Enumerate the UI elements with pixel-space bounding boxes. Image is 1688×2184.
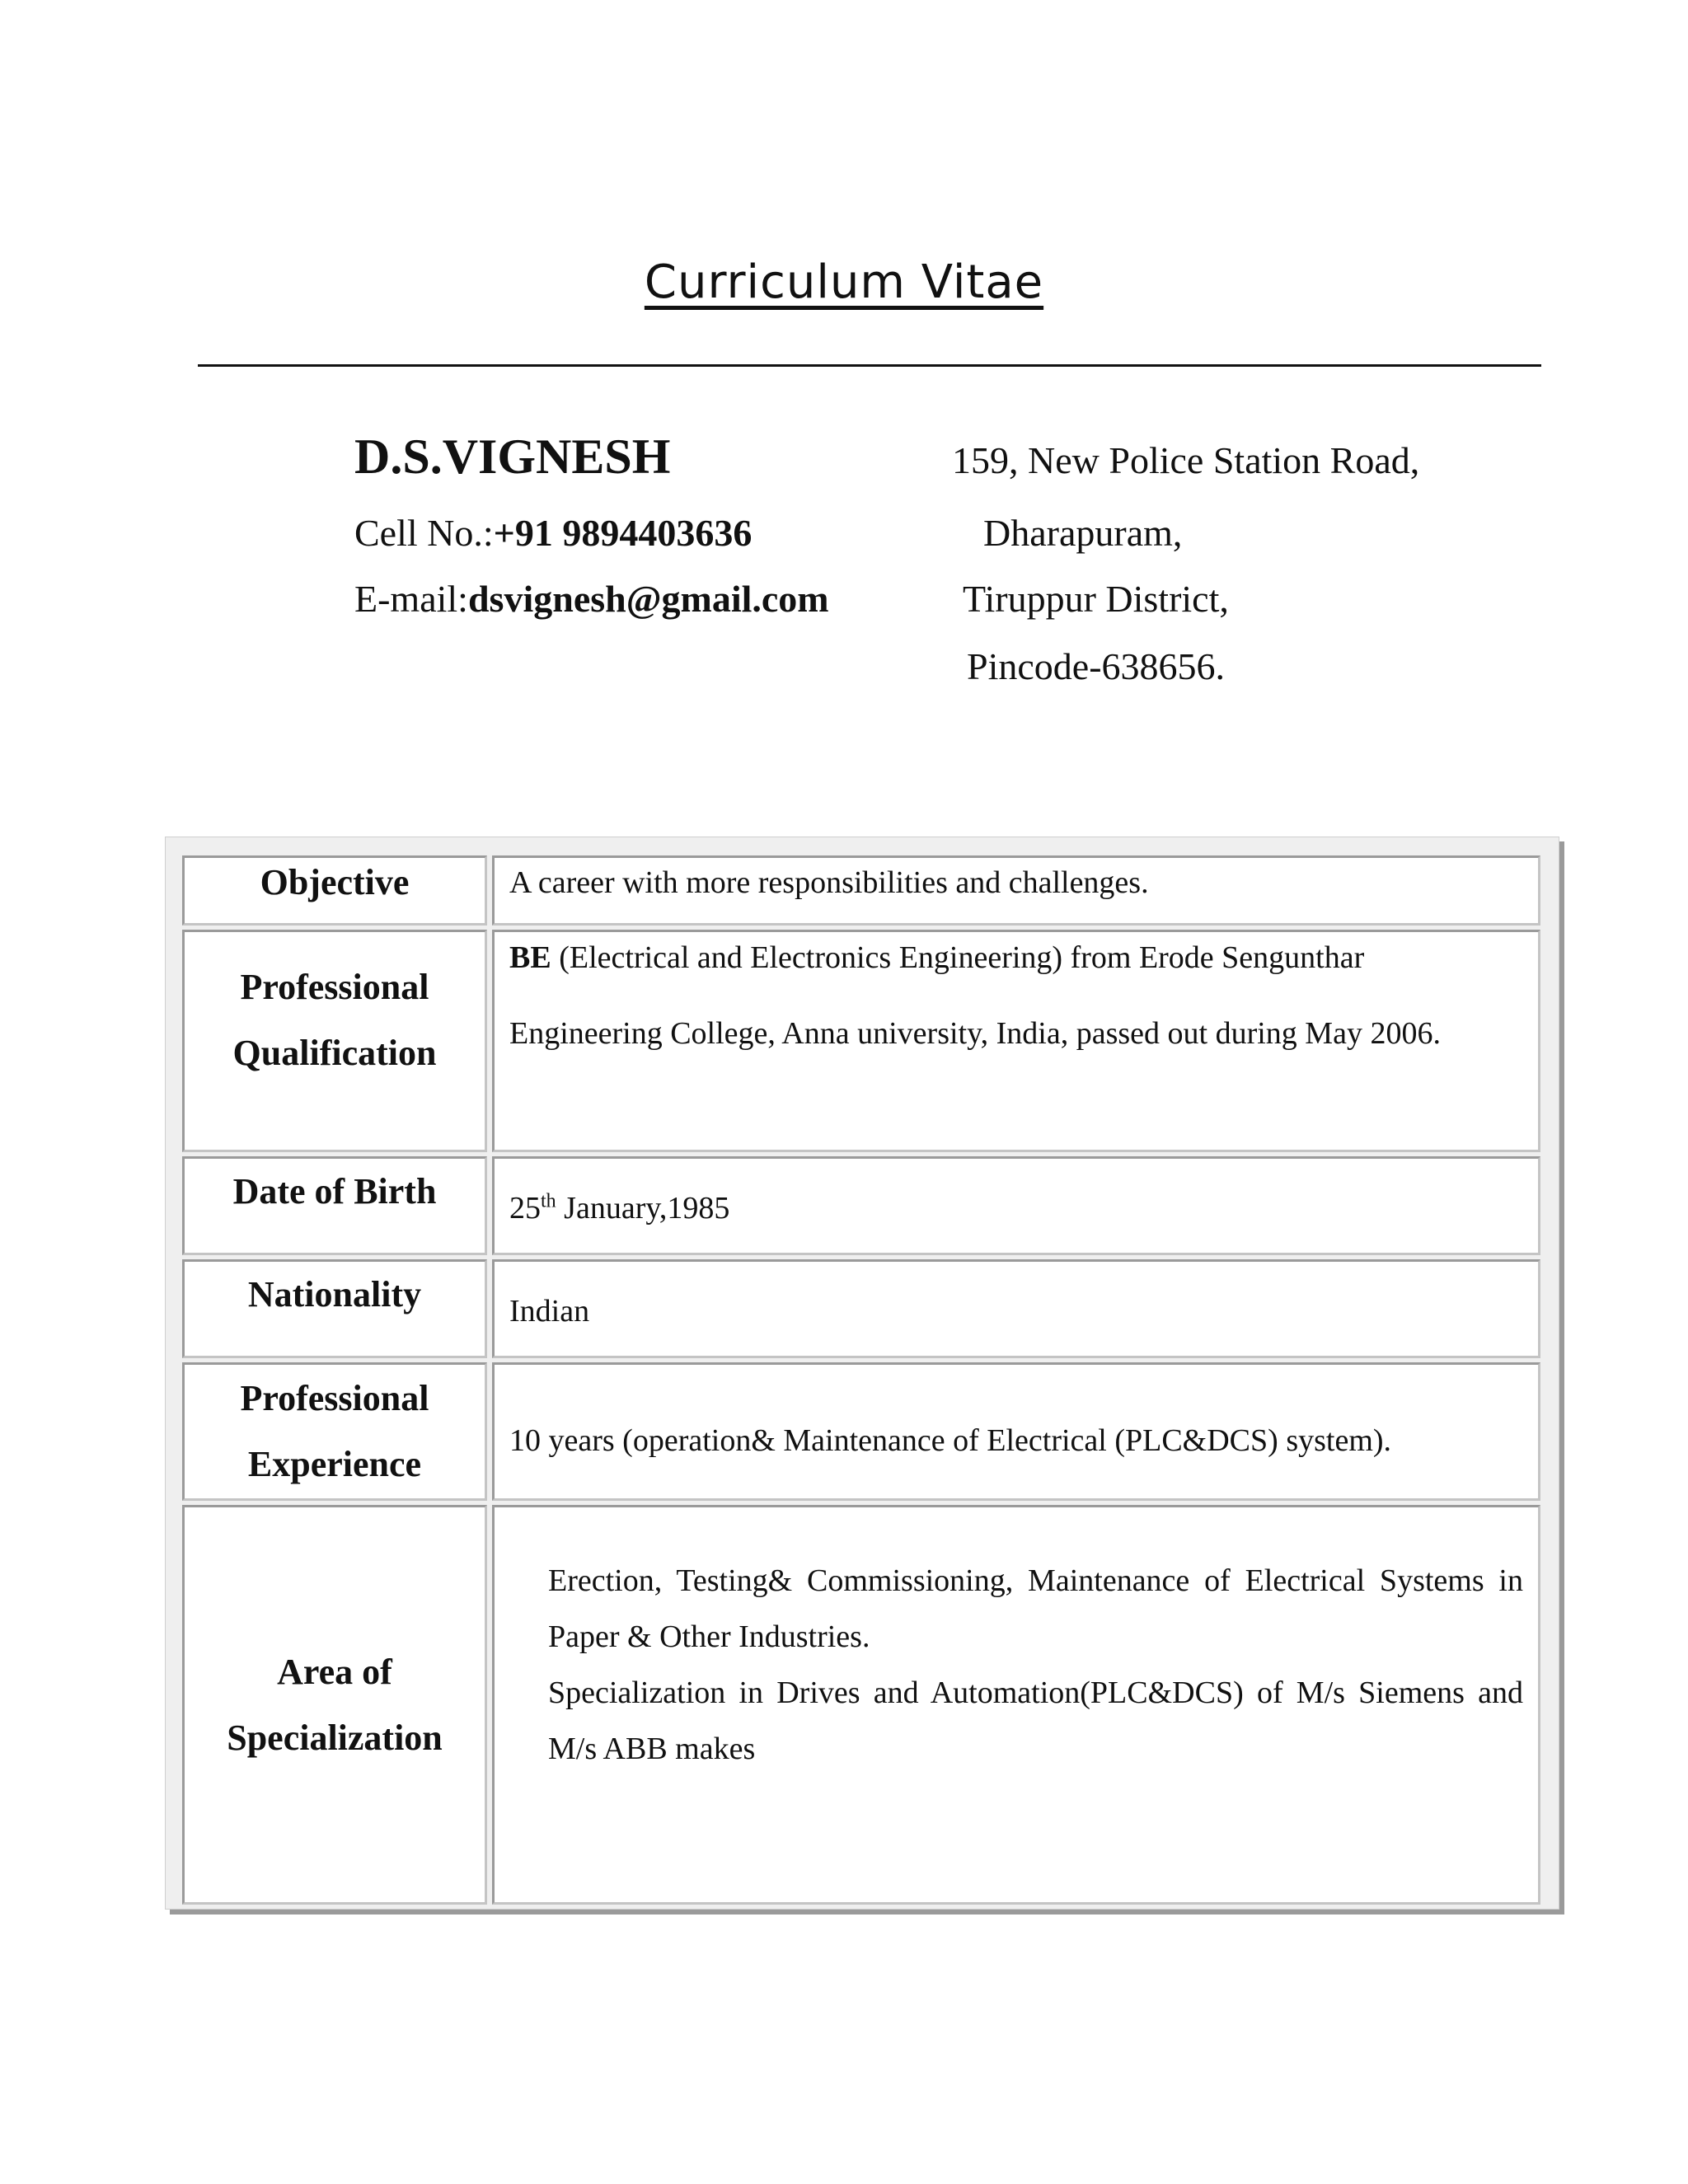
- email: [354, 577, 829, 621]
- objective-label-text: Objective: [260, 862, 410, 902]
- specialization-label: [182, 1505, 487, 1905]
- nationality-value: Indian: [509, 1294, 590, 1329]
- address-line: 159, New Police Station Road,: [952, 439, 1420, 481]
- nationality-label-text: Nationality: [247, 1274, 422, 1315]
- dob-label-text: Date of Birth: [232, 1171, 437, 1212]
- document-title: Curriculum Vitae: [644, 255, 1044, 309]
- dob-suffix: th: [541, 1190, 556, 1212]
- specialization-para-1: Erection, Testing& Commissioning, Maintenance of Electrical Systems in Paper & Other Industries.: [548, 1563, 1523, 1654]
- specialization-label-1: Area of: [277, 1651, 392, 1692]
- qualification-line-1: [509, 939, 1538, 977]
- qualification-text-1: (Electrical and Electronics Engineering) from Erode Sengunthar: [559, 940, 1365, 975]
- nationality-label: [182, 1259, 487, 1358]
- nationality-value-cell: [492, 1259, 1540, 1358]
- candidate-name: D.S.VIGNESH: [354, 429, 671, 484]
- objective-value-cell: [492, 855, 1540, 926]
- details-table: [165, 837, 1559, 1910]
- cell-value: +91 9894403636: [493, 512, 753, 554]
- qualification-label-1: Professional: [240, 967, 429, 1007]
- dob-rest: January,1985: [564, 1191, 730, 1226]
- dob-label: [182, 1156, 487, 1255]
- dob-value-cell: [492, 1156, 1540, 1255]
- dob-day: 25: [509, 1191, 541, 1226]
- objective-label: [182, 855, 487, 926]
- degree: BE: [509, 940, 551, 975]
- cell-number: [354, 511, 752, 555]
- specialization-para-2: Specialization in Drives and Automation(PLC&DCS) of M/s Siemens and M/s ABB makes: [548, 1675, 1523, 1766]
- qualification-label-2: Qualification: [232, 1033, 437, 1073]
- address-line: Tiruppur District,: [963, 578, 1229, 620]
- experience-label-2: Experience: [247, 1444, 422, 1484]
- specialization-label-2: Specialization: [227, 1717, 443, 1758]
- email-label: E-mail:: [354, 578, 468, 620]
- experience-value: 10 years (operation& Maintenance of Electrical (PLC&DCS) system).: [509, 1423, 1392, 1458]
- qualification-value-cell: [492, 930, 1540, 1152]
- experience-label: [182, 1362, 487, 1501]
- email-value: dsvignesh@gmail.com: [467, 578, 829, 620]
- header-divider: [198, 364, 1541, 367]
- cell-label: Cell No.:: [354, 512, 494, 554]
- experience-value-cell: [492, 1362, 1540, 1501]
- qualification-label: [182, 930, 487, 1152]
- address-line: Pincode-638656.: [967, 645, 1226, 687]
- specialization-value-cell: [492, 1505, 1540, 1905]
- qualification-line-2: Engineering College, Anna university, India, passed out during May 2006.: [509, 1016, 1441, 1051]
- address-line: Dharapuram,: [983, 512, 1183, 554]
- objective-value: A career with more responsibilities and challenges.: [509, 865, 1149, 900]
- experience-label-1: Professional: [240, 1378, 429, 1418]
